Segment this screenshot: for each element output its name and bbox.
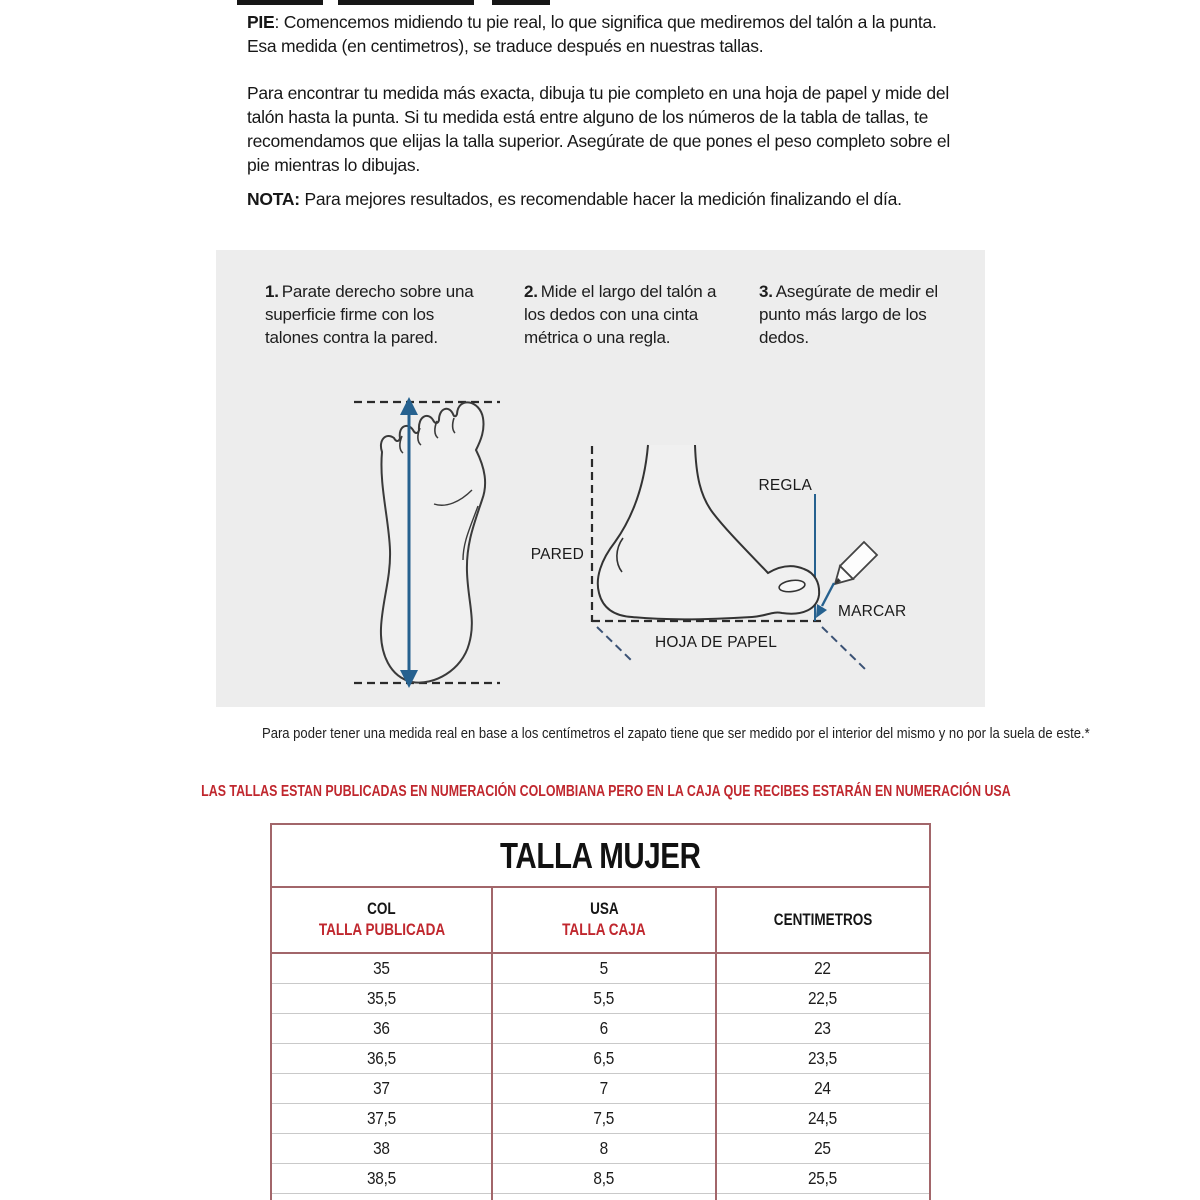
note-paragraph [247,187,959,211]
measurement-instructions-panel [216,250,985,707]
step-text: Parate derecho sobre una superficie firme con los talones contra la pared. [265,282,474,347]
size-row [271,1014,930,1044]
nota-label: NOTA: [247,189,300,209]
size-cell: 24,5 [716,1104,930,1134]
size-cell: 37,5 [271,1104,492,1134]
foot-sole-diagram [350,392,510,692]
size-cell [271,1194,492,1200]
step-number: 1. [265,282,279,301]
foot-side-diagram [520,420,960,690]
pie-label: PIE [247,12,275,32]
intro-paragraph [247,10,959,58]
footnote: Para poder tener una medida real en base a los centímetros el zapato tiene que ser medido por el interior del mismo y no por la suela de este.* [261,726,1090,742]
wall-label: PARED [530,546,584,563]
size-row [271,984,930,1014]
size-cell: 5 [492,953,715,984]
step-item-3 [759,280,949,349]
size-row [271,1104,930,1134]
size-cell: 36 [271,1014,492,1044]
size-table [270,823,931,1200]
size-cell: 6 [492,1014,715,1044]
size-row [271,1074,930,1104]
size-cell: 25,5 [716,1164,930,1194]
paper-corner-dash-right [822,627,865,669]
size-cell: 8 [492,1134,715,1164]
step-number: 3. [759,282,773,301]
column-header-col: COL TALLA PUBLICADA [271,887,492,953]
size-cell: 35 [373,958,391,978]
size-cell: 7 [492,1074,715,1104]
pie-text: : Comencemos midiendo tu pie real, lo que significa que mediremos del talón a la punta. Esa medida (en centimetros), se traduce después en nuestras tallas. [247,12,937,56]
size-cell: 7,5 [492,1104,715,1134]
size-cell: 35,5 [271,984,492,1014]
table-title: TALLA MUJER [500,834,701,876]
size-row [271,1164,930,1194]
size-cell [716,1194,930,1200]
size-cell: 5,5 [492,984,715,1014]
side-foot-outline [598,445,819,619]
mark-label: MARCAR [838,603,907,620]
size-row [271,1044,930,1074]
step-item-2 [524,280,724,349]
nota-text: Para mejores resultados, es recomendable hacer la medición finalizando el día. [299,189,902,209]
pencil-icon [835,542,877,584]
paper-label: HOJA DE PAPEL [654,634,778,651]
step-item-1 [265,280,483,349]
size-cell: 6,5 [492,1044,715,1074]
size-cell: 25 [716,1134,930,1164]
column-header-cm: CENTIMETROS [716,887,930,953]
partial-row [271,1194,930,1200]
size-cell: 36,5 [271,1044,492,1074]
size-cell: 8,5 [492,1164,715,1194]
table-title-row [271,824,930,887]
cropped-heading-fragment [492,0,550,5]
size-row [271,953,930,984]
measure-paragraph: Para encontrar tu medida más exacta, dibuja tu pie completo en una hoja de papel y mide del talón hasta la punta. Si tu medida está entre alguno de los números de la tabla de tallas, te recomendamos que elijas la talla superior. Asegúrate de que pones el peso completo sobre el pie mientras lo dibujas. [247,83,950,175]
size-cell: 23,5 [716,1044,930,1074]
size-row [271,1134,930,1164]
step-text: Mide el largo del talón a los dedos con una cinta métrica o una regla. [524,282,717,347]
size-cell: 22 [716,953,930,984]
step-text: Asegúrate de medir el punto más largo de los dedos. [759,282,938,347]
ruler-label: REGLA [758,477,812,494]
paper-corner-dash-left [597,627,633,662]
sizing-notice: LAS TALLAS ESTAN PUBLICADAS EN NUMERACIÓN COLOMBIANA PERO EN LA CAJA QUE RECIBES ESTARÁN EN NUMERACIÓN USA [201,783,1011,800]
size-cell: 38 [271,1134,492,1164]
size-cell [492,1194,715,1200]
size-cell: 38,5 [271,1164,492,1194]
cropped-heading-fragment [237,0,323,5]
size-cell: 24 [716,1074,930,1104]
step-number: 2. [524,282,538,301]
table-header-row [271,887,930,953]
size-cell: 37 [271,1074,492,1104]
size-cell: 22,5 [716,984,930,1014]
size-cell: 23 [716,1014,930,1044]
cropped-heading-fragment [338,0,474,5]
column-header-usa: USA TALLA CAJA [492,887,715,953]
foot-outline [381,402,485,682]
